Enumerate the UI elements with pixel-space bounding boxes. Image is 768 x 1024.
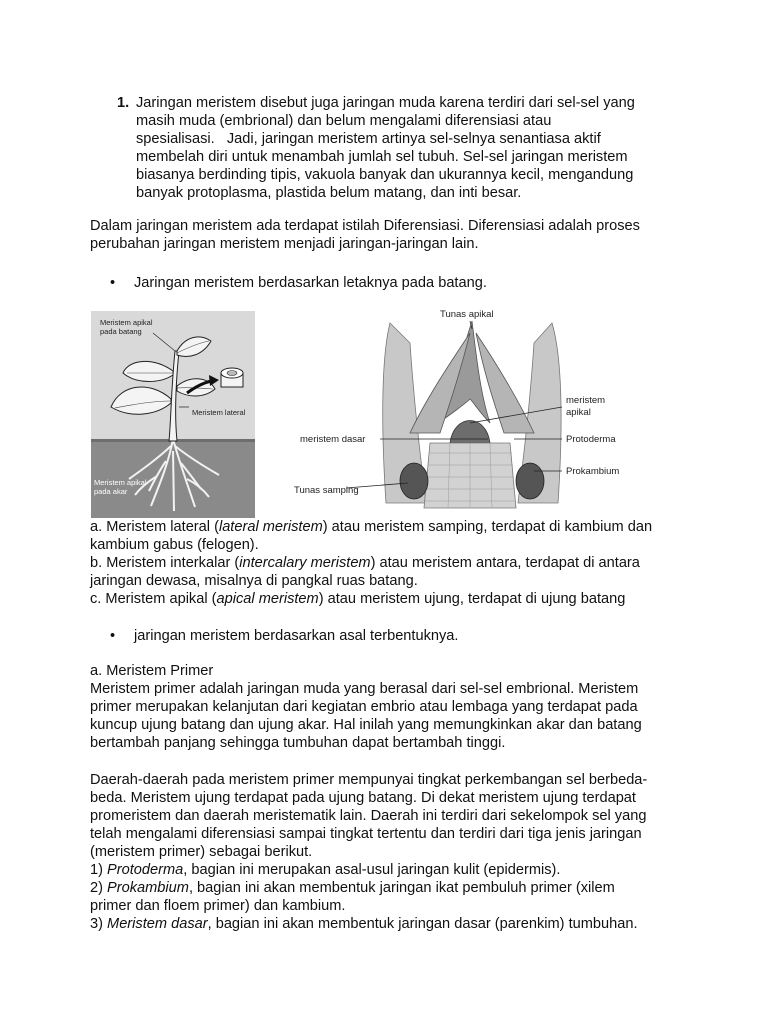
label-lateral: Meristem lateral — [192, 408, 246, 417]
label-apical-stem-1: Meristem apikal — [100, 318, 153, 327]
section-meristem-primer — [90, 662, 680, 752]
list-meristem-letak — [90, 518, 680, 608]
paragraph-line: promeristem dan daerah meristematik lain. Daerah ini terdiri dari sekelompok sel yang — [90, 808, 647, 824]
list-item-c: c. Meristem apikal (apical meristem) atau meristem ujung, terdapat di ujung batang — [90, 591, 626, 607]
paragraph-daerah — [90, 771, 680, 933]
label-meristem-dasar: meristem dasar — [300, 434, 366, 445]
list-item-b: b. Meristem interkalar (intercalary meristem) atau meristem antara, terdapat di antara — [90, 555, 640, 571]
paragraph-line: Meristem primer adalah jaringan muda yang berasal dari sel-sel embrional. Meristem — [90, 681, 639, 697]
apical-bud-diagram — [290, 303, 680, 518]
label-protoderma: Protoderma — [566, 434, 616, 445]
paragraph-line: Daerah-daerah pada meristem primer mempunyai tingkat perkembangan sel berbeda- — [90, 772, 648, 788]
label-apical-root-2: pada akar — [94, 487, 128, 496]
bullet-icon: • — [110, 628, 116, 644]
numbered-item-3: 3) Meristem dasar, bagian ini akan membentuk jaringan dasar (parenkim) tumbuhan. — [90, 916, 638, 932]
paragraph-line: bertambah panjang sehingga tumbuhan dapat bertambah tinggi. — [90, 735, 506, 751]
paragraph-line: Dalam jaringan meristem ada terdapat istilah Diferensiasi. Diferensiasi adalah proses — [90, 218, 640, 234]
paragraph-line: telah mengalami diferensiasi sampai tingkat tertentu dan terdiri dari tiga jenis jaringan — [90, 826, 642, 842]
list-number: 1. — [117, 95, 130, 111]
label-tunas-apikal: Tunas apikal — [440, 309, 494, 320]
bullet-text: Jaringan meristem berdasarkan letaknya pada batang. — [134, 275, 487, 291]
label-meristem-apikal-1: meristem — [566, 395, 606, 406]
numbered-item-2: 2) Prokambium, bagian ini akan membentuk jaringan ikat pembuluh primer (xilem — [90, 880, 615, 896]
paragraph-line: biasanya berdinding tipis, vakuola banyak dan ukurannya kecil, mengandung — [136, 167, 634, 183]
plant-diagram — [91, 311, 255, 518]
numbered-item-2-cont: primer dan floem primer) dan kambium. — [90, 898, 346, 914]
paragraph-line: Jaringan meristem disebut juga jaringan muda karena terdiri dari sel-sel yang — [136, 95, 635, 111]
paragraph-line: membelah diri untuk menambah jumlah sel tubuh. Sel-sel jaringan meristem — [136, 149, 628, 165]
paragraph-line: primer merupakan kelanjutan dari kegiatan embrio atau lembaga yang terdapat pada — [90, 699, 638, 715]
bullet-item-asal — [110, 627, 458, 645]
numbered-paragraph-1 — [117, 94, 677, 202]
paragraph-diferensiasi — [90, 217, 680, 253]
paragraph-line: banyak protoplasma, plastida belum matang, dan inti besar. — [136, 185, 522, 201]
lateral-bud-icon — [400, 463, 428, 499]
label-tunas-samping: Tunas samping — [294, 485, 359, 496]
list-item-b-cont: jaringan dewasa, misalnya di pangkal ruas batang. — [90, 573, 418, 589]
paragraph-line: beda. Meristem ujung terdapat pada ujung batang. Di dekat meristem ujung terdapat — [90, 790, 636, 806]
list-item-a-cont: kambium gabus (felogen). — [90, 537, 259, 553]
bullet-icon: • — [110, 275, 116, 291]
paragraph-line: spesialisasi. Jadi, jaringan meristem artinya sel-selnya senantiasa aktif — [136, 131, 601, 147]
paragraph-line: masih muda (embrional) dan belum mengalami diferensiasi atau — [136, 113, 552, 129]
list-item-a: a. Meristem lateral (lateral meristem) atau meristem samping, terdapat di kambium dan — [90, 519, 653, 535]
label-meristem-apikal-2: apikal — [566, 407, 591, 418]
label-apical-root-1: Meristem apikal — [94, 478, 147, 487]
bullet-item-letak — [110, 274, 487, 292]
figure-apical-bud — [290, 303, 680, 518]
paragraph-line: perubahan jaringan meristem menjadi jaringan-jaringan lain. — [90, 236, 479, 252]
paragraph-line: kuncup ujung batang dan ujung akar. Hal inilah yang memungkinkan akar dan batang — [90, 717, 642, 733]
paragraph-line: (meristem primer) sebagai berikut. — [90, 844, 313, 860]
section-heading: a. Meristem Primer — [90, 663, 214, 679]
numbered-item-1: 1) Protoderma, bagian ini merupakan asal-usul jaringan kulit (epidermis). — [90, 862, 561, 878]
label-prokambium: Prokambium — [566, 466, 620, 477]
figure-plant-meristem — [91, 311, 255, 518]
bullet-text: jaringan meristem berdasarkan asal terbentuknya. — [134, 628, 459, 644]
label-apical-stem-2: pada batang — [100, 327, 142, 336]
stem-cross-section-icon — [221, 368, 243, 387]
